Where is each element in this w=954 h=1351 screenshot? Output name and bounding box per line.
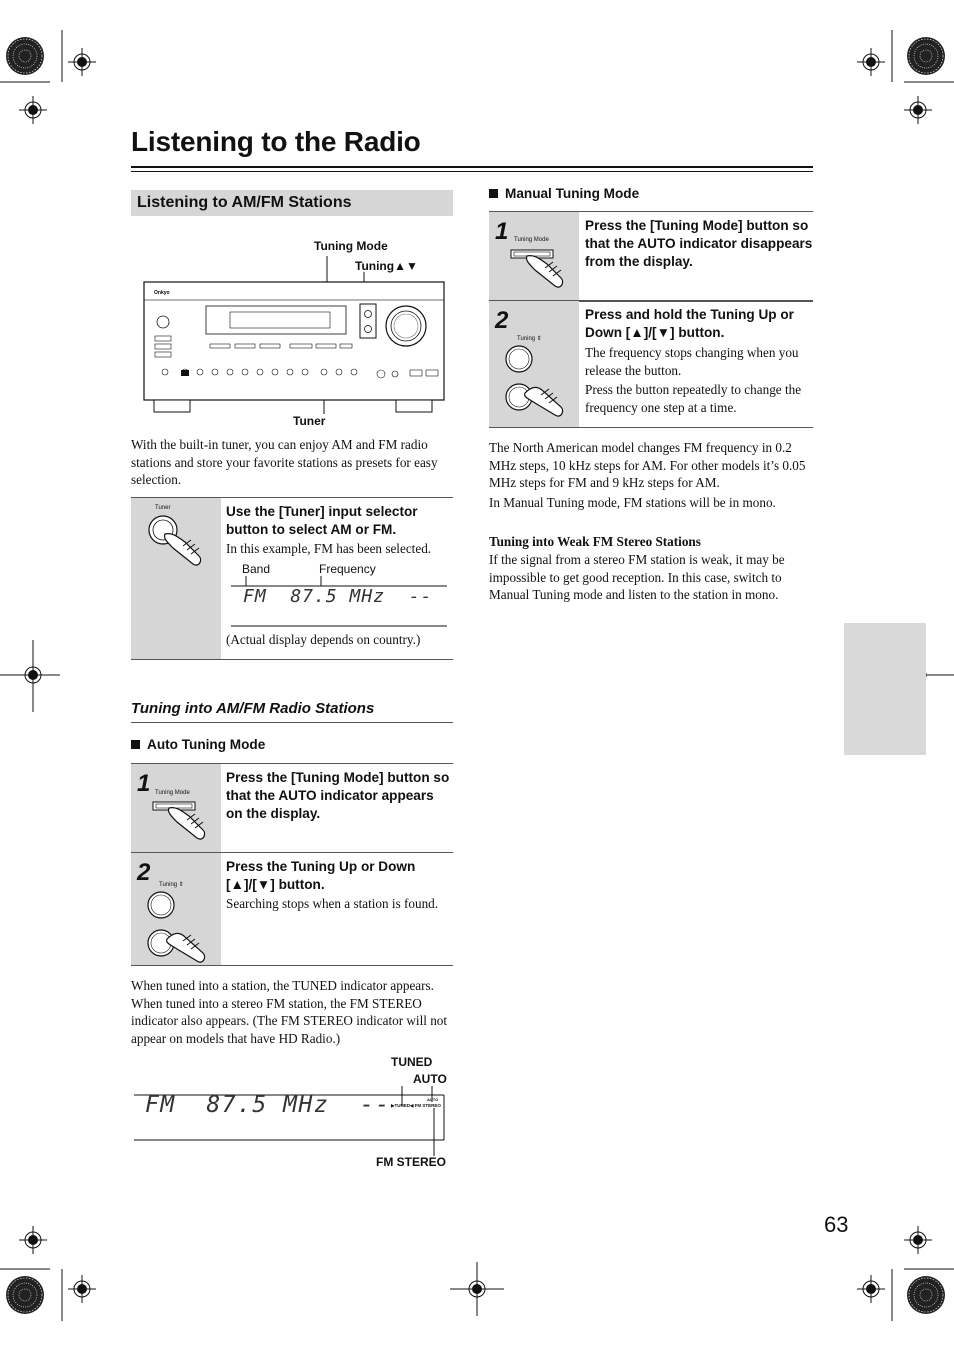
tuner-lcd-display: FM 87.5 MHz -- [243, 586, 433, 607]
fm-stereo-indicator-label: FM STEREO [376, 1155, 447, 1169]
step-number: 1 [137, 770, 151, 797]
square-bullet-icon [131, 740, 140, 749]
display-note: (Actual display depends on country.) [226, 632, 421, 647]
tuning-mode-button-press-icon [151, 798, 217, 850]
starburst-mark-bottom-right [907, 1276, 945, 1314]
auto-step-1-heading: Press the [Tuning Mode] button so that the AUTO indicator appears on the display. [226, 770, 450, 821]
auto-step-1-illustration [131, 764, 221, 852]
tuning-updown-label: Tuning▲▼ [355, 259, 418, 273]
step-number: 2 [137, 859, 151, 886]
auto-step-1 [131, 763, 453, 853]
tuning-subsection-heading: Tuning into AM/FM Radio Stations [131, 700, 375, 717]
step-number: 2 [495, 307, 509, 334]
tuner-step-illustration [131, 498, 221, 659]
tuning-mode-button-press-icon [509, 246, 575, 298]
section-heading: Listening to AM/FM Stations [131, 190, 453, 216]
tuning-button-label: Tuning ⇕ [517, 336, 542, 342]
manual-step-1-heading: Press the [Tuning Mode] button so that the AUTO indicator disappears from the display. [585, 218, 813, 269]
tuner-step-heading: Use the [Tuner] input selector button to select AM or FM. [226, 504, 418, 537]
tuner-button-label: Tuner [155, 505, 171, 511]
lcd-tuned-stereo-indicator: ▶TUNED◀ FM STEREO [391, 1103, 441, 1108]
tuning-button-label: Tuning ⇕ [159, 882, 184, 888]
auto-step-2-illustration [131, 853, 221, 965]
tuned-indicator-label: TUNED [391, 1055, 433, 1069]
tuned-indicator-paragraph: When tuned into a station, the TUNED indicator appears. When tuned into a stereo FM station, the FM STEREO indicator also appears. (The FM STEREO indicator will not appear on models that have HD Radio.) [131, 978, 448, 1046]
manual-step-1 [489, 211, 813, 302]
auto-step-2-body: Searching stops when a station is found. [226, 896, 439, 911]
manual-mono-paragraph: In Manual Tuning mode, FM stations will be in mono. [489, 495, 776, 510]
manual-step-1-illustration [489, 212, 579, 301]
tuner-step-box [131, 497, 453, 660]
manual-step-2-heading: Press and hold the Tuning Up or Down [▲]/[▼] button. [585, 307, 794, 340]
intro-paragraph: With the built-in tuner, you can enjoy AM and FM radio stations and store your favorite stations as presets for easy selection. [131, 437, 438, 488]
manual-step-2 [489, 300, 813, 428]
manual-step-2-illustration [489, 301, 579, 427]
auto-tuning-mode-title: Auto Tuning Mode [147, 737, 266, 752]
band-label: Band [242, 562, 271, 576]
subsection-rule [131, 722, 453, 723]
north-american-model-paragraph: The North American model changes FM frequency in 0.2 MHz steps, 10 kHz steps for AM. For other models it’s 0.05 MHz steps for FM and 9 kHz steps for AM. [489, 440, 806, 491]
tuner-button-press-icon [143, 512, 213, 572]
tuner-label: Tuner [293, 414, 326, 428]
manual-tuning-mode-heading [489, 186, 639, 201]
manual-step-2-body-1: The frequency stops changing when you release the button. [585, 345, 799, 378]
tuning-updown-button-press-icon [499, 343, 577, 419]
page-number: 63 [824, 1212, 849, 1237]
step-number: 1 [495, 218, 509, 245]
starburst-mark-bottom-left [6, 1276, 44, 1314]
auto-step-2-heading: Press the Tuning Up or Down [▲]/[▼] button. [226, 859, 416, 892]
square-bullet-icon [489, 189, 498, 198]
tuning-updown-button-press-icon [141, 889, 219, 965]
bottom-lcd-display: FM 87.5 MHz -- [145, 1092, 391, 1118]
frequency-label: Frequency [319, 562, 376, 576]
title-rule [131, 166, 813, 168]
auto-tuning-mode-heading [131, 737, 265, 752]
tuning-mode-button-label: Tuning Mode [514, 237, 549, 243]
receiver-front-panel-illustration [140, 252, 450, 420]
tuning-mode-button-label: Tuning Mode [155, 790, 190, 796]
tuning-mode-label: Tuning Mode [314, 239, 388, 253]
manual-tuning-mode-title: Manual Tuning Mode [505, 186, 640, 201]
receiver-brand-logo: Onkyo [154, 290, 170, 296]
title-rule-thin [131, 171, 813, 172]
starburst-mark-top-left [6, 37, 44, 75]
auto-indicator-label: AUTO [413, 1072, 447, 1086]
weak-fm-paragraph: If the signal from a stereo FM station is weak, it may be impossible to get good reception. In this case, switch to Manual Tuning mode and listen to the station in mono. [489, 552, 785, 603]
lcd-auto-indicator: AUTO [427, 1097, 439, 1102]
manual-step-2-body-2: Press the button repeatedly to change the frequency one step at a time. [585, 382, 802, 415]
chapter-side-tab [844, 623, 926, 755]
weak-fm-heading: Tuning into Weak FM Stereo Stations [489, 534, 701, 549]
tuner-step-body: In this example, FM has been selected. [226, 541, 432, 556]
starburst-mark-top-right [907, 37, 945, 75]
auto-step-2 [131, 852, 453, 966]
page-title: Listening to the Radio [131, 126, 421, 157]
